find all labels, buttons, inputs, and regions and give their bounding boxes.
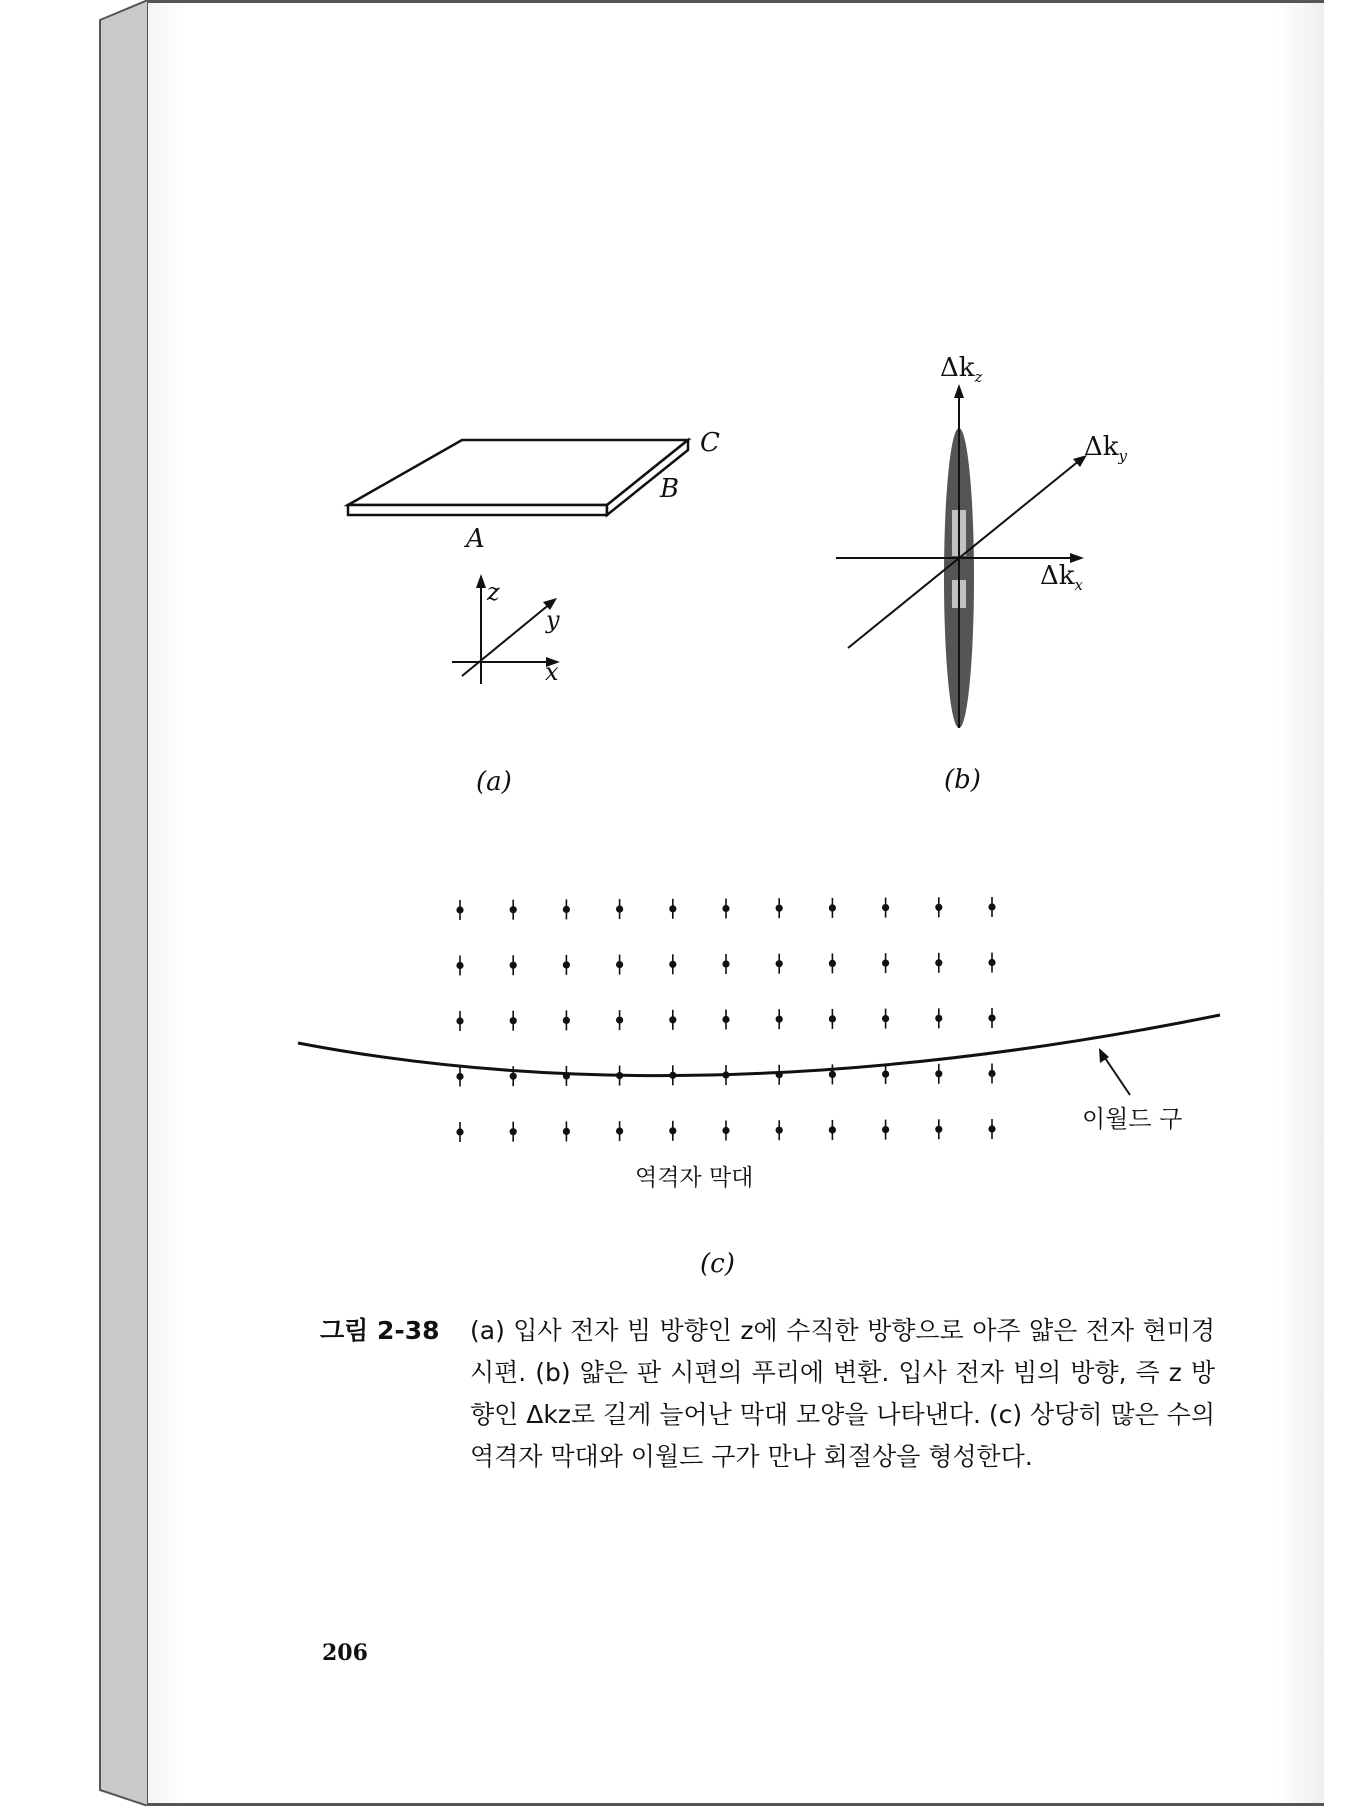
lattice-rods-label: 역격자 막대 — [635, 1165, 754, 1191]
lattice-rod — [722, 954, 729, 974]
lattice-rod — [776, 898, 783, 918]
reciprocal-lattice-rods — [456, 897, 995, 1142]
lattice-rod — [722, 899, 729, 919]
lattice-rod — [563, 955, 570, 975]
lattice-rod — [456, 900, 463, 920]
corner-label-b: B — [660, 474, 680, 504]
corner-label-a: A — [466, 524, 485, 554]
lattice-rod — [510, 900, 517, 920]
axis-label-x: x — [545, 658, 559, 686]
lattice-rod — [616, 899, 623, 919]
axis-label-kz: $\Delta k_z$ — [940, 353, 983, 386]
lattice-rod — [988, 953, 995, 973]
lattice-rod — [829, 1009, 836, 1029]
panel-label-a: (a) — [476, 767, 512, 797]
lattice-rod — [456, 1122, 463, 1142]
caption-label: 그림 2-38 — [320, 1316, 440, 1345]
axis-label-z: z — [487, 578, 500, 606]
lattice-rod — [935, 1008, 942, 1028]
lattice-rod — [935, 1119, 942, 1139]
lattice-rod — [882, 1120, 889, 1140]
lattice-rod — [935, 1064, 942, 1084]
lattice-rod — [829, 953, 836, 973]
lattice-rod — [882, 1009, 889, 1029]
lattice-rod — [616, 1010, 623, 1030]
lattice-rod — [882, 953, 889, 973]
lattice-rod — [563, 899, 570, 919]
page-number: 206 — [322, 1640, 368, 1666]
lattice-rod — [456, 1011, 463, 1031]
lattice-rod — [776, 954, 783, 974]
lattice-rod — [882, 1064, 889, 1084]
ewald-sphere-curve — [298, 1015, 1220, 1076]
ewald-sphere-label: 이월드 구 — [1082, 1105, 1183, 1133]
lattice-rod — [616, 1121, 623, 1141]
lattice-rod — [776, 1120, 783, 1140]
panel-label-b: (b) — [944, 765, 981, 795]
lattice-rod — [988, 1064, 995, 1084]
lattice-rod — [935, 897, 942, 917]
panel-label-c: (c) — [700, 1249, 735, 1279]
lattice-rod — [935, 953, 942, 973]
lattice-rod — [882, 898, 889, 918]
lattice-rod — [722, 1121, 729, 1141]
lattice-rod — [563, 1121, 570, 1141]
lattice-rod — [563, 1010, 570, 1030]
axis-label-y: y — [546, 606, 560, 634]
lattice-rod — [829, 1120, 836, 1140]
lattice-rod — [722, 1010, 729, 1030]
lattice-rod — [563, 1066, 570, 1086]
axis-label-ky: $\Delta k_y$ — [1084, 432, 1128, 465]
lattice-rod — [669, 954, 676, 974]
lattice-rod — [456, 956, 463, 976]
lattice-rod — [669, 899, 676, 919]
corner-label-c: C — [700, 428, 720, 458]
lattice-rod — [456, 1067, 463, 1087]
lattice-rod — [829, 898, 836, 918]
ewald-pointer-arrow — [1099, 1048, 1130, 1095]
axis-label-kx: $\Delta k_x$ — [1040, 561, 1083, 594]
lattice-rod — [669, 1010, 676, 1030]
lattice-rod — [669, 1121, 676, 1141]
caption-text: (a) 입사 전자 빔 방향인 z에 수직한 방향으로 아주 얇은 전자 현미경 시편. (b) 얇은 판 시편의 푸리에 변환. 입사 전자 빔의 방향, 즉 z 방향인 Δkz로 길게 늘어난 막대 모양을 나타낸다. (c) 상당히 많은 수의 역격자 막대와 이월드 구가 만나 회절상을 형성한다. — [470, 1316, 1215, 1471]
lattice-rod — [510, 1011, 517, 1031]
lattice-rod — [829, 1064, 836, 1084]
lattice-rod — [988, 1119, 995, 1139]
lattice-rod — [988, 1008, 995, 1028]
lattice-rod — [776, 1009, 783, 1029]
lattice-rod — [510, 1122, 517, 1142]
lattice-rod — [988, 897, 995, 917]
lattice-rod — [776, 1065, 783, 1085]
lattice-rod — [510, 955, 517, 975]
lattice-rod — [616, 955, 623, 975]
